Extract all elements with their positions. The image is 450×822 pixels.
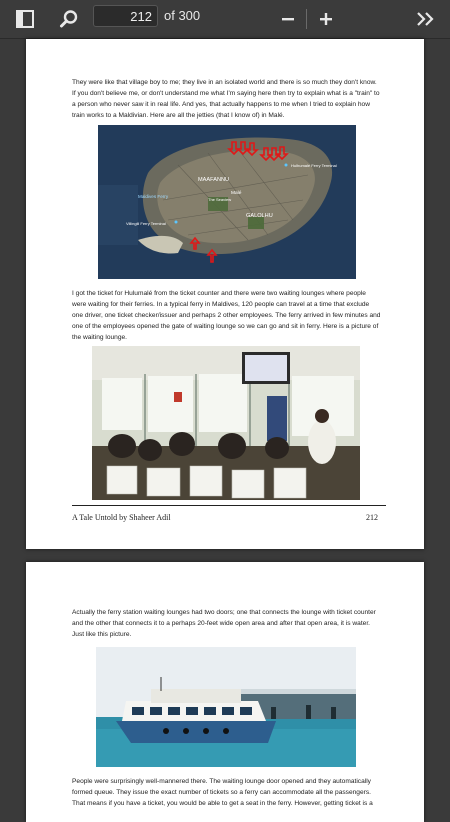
plus-icon [318,11,334,27]
page-footer-number: 212 [366,513,378,522]
more-options-button[interactable] [412,4,440,34]
map-label-maafannu: MAAFANNU [198,177,230,183]
page-number-input[interactable] [93,5,158,27]
paragraph: People were surprisingly well-mannered there. The waiting lounge door opened and they automatically formed queue. They issue the exact number of tickets so a ferry can accommodate all the passengers. That means if you have a ticket, you would be able to get a seat in the ferry. However, getting ticket is a [72,778,373,807]
sidebar-toggle-button[interactable] [10,4,40,34]
sidebar-panel-icon [15,9,35,29]
search-button[interactable] [54,4,84,34]
ferry-photo [96,647,356,767]
map-label-maldives-ferry: Maldives Ferry [138,194,169,199]
page-total-label: of 300 [164,8,201,23]
map-label-sea-view: The Seaview [208,197,232,202]
waiting-lounge-photo [92,346,360,500]
page-footer-title: A Tale Untold by Shaheer Adil [72,513,171,522]
document-page [26,562,424,822]
zoom-out-button[interactable] [276,4,300,34]
footer-rule [72,505,386,506]
document-page [26,39,424,549]
double-chevron-right-icon [415,10,437,28]
reader-toolbar [0,0,450,39]
minus-icon [280,11,296,27]
paragraph: Actually the ferry station waiting lounges had two doors; one that connects the lounge with ticket counter and the other that connects it to a perhaps 20-feet wide open area and after that open area, it is water. Just like this picture. [72,609,376,638]
search-icon [59,9,79,29]
jetties-map-image [98,125,356,279]
paragraph: I got the ticket for Hulumalé from the ticket counter and there were two waiting lounges where people were waiting for their ferries. In a typical ferry in Maldives, 120 people can travel at a time that exclude one driver, one ticket checker/issuer and perhaps 2 other employees. The ferry arrived in few minutes and one of the employees opened the gate of waiting lounge so we can go and sit in ferry. Here is a picture of the waiting lounge. [72,290,381,341]
zoom-in-button[interactable] [314,4,338,34]
document-viewer[interactable] [0,39,450,807]
map-label-male: Malé [231,191,242,196]
map-label-galolhu: GALOLHU [246,213,273,219]
map-label-hulhumale-ferry: Hulhumalé Ferry Terminal [291,163,337,168]
map-label-villingili: Villingili Ferry Terminal [126,221,166,226]
toolbar-divider [306,9,307,29]
paragraph: They were like that village boy to me; they live in an isolated world and there is so much they don't know. If you don't believe me, or don't understand me what I'm saying here then try to explain what is a "train" to a person who never saw it in real life. And yes, that actually happens to me when I tried to explain how train works to a Maldivian. Here are all the jetties (that I know of) in Malé. [72,79,380,119]
